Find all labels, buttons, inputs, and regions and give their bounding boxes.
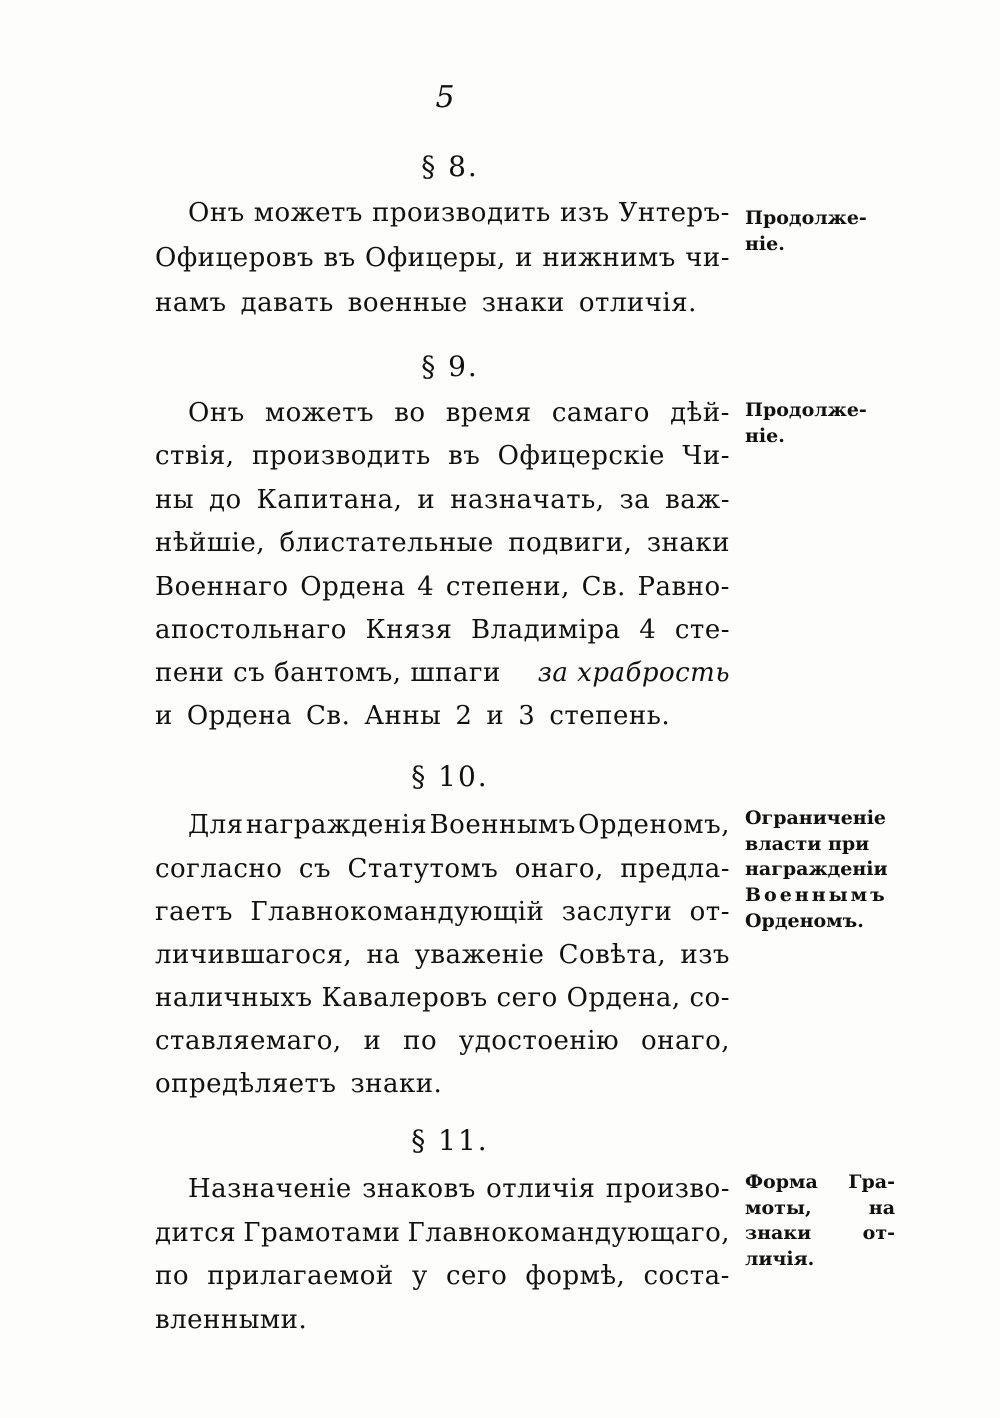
margin-note-8 (745, 206, 895, 257)
section-heading-10: § 10. (411, 760, 489, 793)
word: Князя (365, 615, 453, 645)
word: знаковъ (362, 1174, 476, 1204)
margin-note-8-line-1: Продолже- (745, 207, 867, 229)
word: личившагося, (155, 940, 353, 970)
word: Ордена (300, 572, 406, 602)
word: подвиги, (508, 528, 633, 558)
word: можетъ (253, 198, 363, 228)
word: Гра- (848, 1171, 895, 1193)
section-9-line-6 (155, 617, 730, 643)
word: въ (323, 243, 356, 273)
section-8-line-2 (155, 245, 730, 271)
word: Капитана, (256, 485, 403, 515)
margin-note-8-line-2: ніе. (745, 232, 785, 255)
word: по (403, 1026, 438, 1056)
word: въ (448, 441, 481, 471)
section-10-line-7 (155, 1071, 730, 1097)
margin-note-10-line-2: власти при (745, 832, 870, 855)
section-9-line-7-text: пени съ бантомъ, шпаги (155, 658, 501, 688)
word: производить (372, 198, 551, 228)
word: Св. (581, 572, 626, 602)
margin-note-10 (745, 806, 895, 934)
word: давать (240, 288, 334, 318)
section-9-line-5 (155, 574, 730, 600)
word: Чи- (682, 441, 730, 471)
section-11-line-2 (155, 1220, 730, 1246)
word: Для (188, 810, 244, 840)
word: знаки (481, 288, 565, 318)
section-10-line-3 (155, 899, 730, 925)
word: Совѣта, (558, 940, 667, 970)
word: гаетъ (155, 897, 233, 927)
section-9-line-8 (155, 703, 730, 729)
word: степени, (445, 572, 570, 602)
word: во (394, 398, 426, 428)
word: заслуги (561, 897, 673, 927)
word: военные (347, 288, 468, 318)
word: Грамотами (243, 1218, 401, 1248)
word: отличія (486, 1174, 596, 1204)
word: 4 (417, 572, 435, 602)
word: Унтеръ- (618, 198, 730, 228)
word: дѣй- (670, 398, 730, 428)
word: наличныхъ (155, 983, 313, 1013)
word: сего (496, 983, 558, 1013)
word: от- (689, 897, 730, 927)
section-10-line-5 (155, 985, 730, 1011)
word: от- (862, 1222, 895, 1245)
word: Офицерскіе (497, 441, 665, 471)
word: со- (689, 983, 730, 1013)
word: на (868, 1196, 895, 1219)
word: Ордена, (566, 983, 681, 1013)
word: отличія. (578, 288, 697, 318)
word: Офицеровъ (155, 243, 315, 273)
section-9-line-1 (188, 400, 730, 426)
word: моты, (745, 1196, 812, 1219)
word: намъ (155, 288, 227, 318)
word: и (155, 701, 173, 731)
word: знаки (646, 528, 730, 558)
word: произво- (605, 1174, 730, 1204)
word: дится (155, 1218, 237, 1248)
word: за (619, 485, 651, 515)
word: до (209, 485, 242, 515)
word: на (366, 940, 401, 970)
word: Ордена (186, 701, 293, 731)
section-10-line-1 (188, 812, 730, 838)
word: вленными. (155, 1305, 308, 1335)
word: самаго (551, 398, 650, 428)
word: знаки (745, 1222, 812, 1245)
section-10-line-6 (155, 1028, 730, 1054)
word: изъ (559, 198, 610, 228)
word: Онъ (188, 198, 245, 228)
word: Главнокомандующаго, (407, 1218, 730, 1248)
margin-note-9-line-1: Продолже- (745, 399, 867, 421)
word: производить (251, 441, 431, 471)
word: Кавалеровъ (321, 983, 488, 1013)
section-heading-11: § 11. (411, 1124, 489, 1157)
word: назначать, (450, 485, 605, 515)
word: Назначеніе (188, 1174, 352, 1204)
word: изъ (680, 940, 730, 970)
word: прилагаемой (207, 1261, 394, 1291)
word: уваженіе (414, 940, 545, 970)
section-heading-9: § 9. (421, 350, 479, 383)
margin-note-10-line-3: награжденіи (745, 858, 888, 881)
section-9-line-3 (155, 487, 730, 513)
section-10-line-2 (155, 856, 730, 882)
word: 4 (639, 615, 657, 645)
word: съ (298, 854, 332, 884)
word: Военнымъ (429, 810, 576, 840)
word: 2 (455, 701, 473, 731)
word: предла- (620, 854, 730, 884)
word: онаго, (514, 854, 604, 884)
word: сте- (674, 615, 730, 645)
word: и (515, 243, 533, 273)
word: награжденія (245, 810, 428, 840)
word: Военнаго (155, 572, 289, 602)
word: Онъ (188, 398, 245, 428)
section-11-line-1 (188, 1176, 730, 1202)
margin-note-11-line-2 (745, 1196, 895, 1222)
word: Владиміра (470, 615, 621, 645)
word: состa- (643, 1261, 730, 1291)
section-9-line-4 (155, 530, 730, 556)
word: Анны (364, 701, 442, 731)
word: блистательные (279, 528, 494, 558)
word: у (411, 1261, 428, 1291)
word: Орденомъ, (578, 810, 730, 840)
word: опредѣляетъ (155, 1069, 337, 1099)
word: Офицеры, (365, 243, 506, 273)
page-number: 5 (435, 80, 455, 115)
word: формѣ, (525, 1261, 626, 1291)
word: сего (446, 1261, 508, 1291)
word: Главнокомандующій (250, 897, 545, 927)
section-9-line-2 (155, 443, 730, 469)
section-8-line-1 (188, 200, 730, 226)
section-10-line-4 (155, 942, 730, 968)
margin-note-10-line-5: Орденомъ. (745, 909, 864, 932)
margin-note-9-line-2: ніе. (745, 424, 785, 447)
section-8-line-3 (155, 290, 730, 316)
word: Равно- (637, 572, 730, 602)
word: Статутомъ (347, 854, 499, 884)
word: знаки. (350, 1069, 443, 1099)
margin-note-10-line-1: Ограниченіе (745, 807, 886, 829)
word: нижнимъ (542, 243, 676, 273)
word: и (417, 485, 436, 515)
margin-note-11-line-4: личія. (745, 1247, 815, 1270)
italic-phrase-for-bravery: за храбрость (537, 658, 730, 688)
word: по (155, 1261, 189, 1291)
word: 3 (518, 701, 536, 731)
word: Св. (306, 701, 351, 731)
margin-note-10-line-4: Военнымъ (745, 883, 888, 906)
word: согласно (155, 854, 283, 884)
word: и (363, 1026, 382, 1056)
word: Форма (745, 1171, 818, 1193)
word: и (486, 701, 505, 731)
margin-note-11-line-3 (745, 1221, 895, 1247)
margin-note-9 (745, 398, 895, 449)
word: ны (155, 485, 195, 515)
word: можетъ (264, 398, 375, 428)
word: важ- (665, 485, 730, 515)
word: ставляемаго, (155, 1026, 342, 1056)
margin-note-11 (745, 1170, 895, 1273)
word: нѣйшіе, (155, 528, 265, 558)
word: онаго, (640, 1026, 730, 1056)
word: ствія, (155, 441, 235, 471)
word: удостоенію (458, 1026, 620, 1056)
word: апостольнаго (155, 615, 347, 645)
word: время (445, 398, 532, 428)
word: степень. (549, 701, 671, 731)
word: чи- (685, 243, 730, 273)
section-heading-8: § 8. (421, 150, 479, 183)
section-9-line-7 (155, 660, 730, 686)
margin-note-11-line-1 (745, 1170, 895, 1196)
section-11-line-4 (155, 1307, 730, 1333)
section-11-line-3 (155, 1263, 730, 1289)
